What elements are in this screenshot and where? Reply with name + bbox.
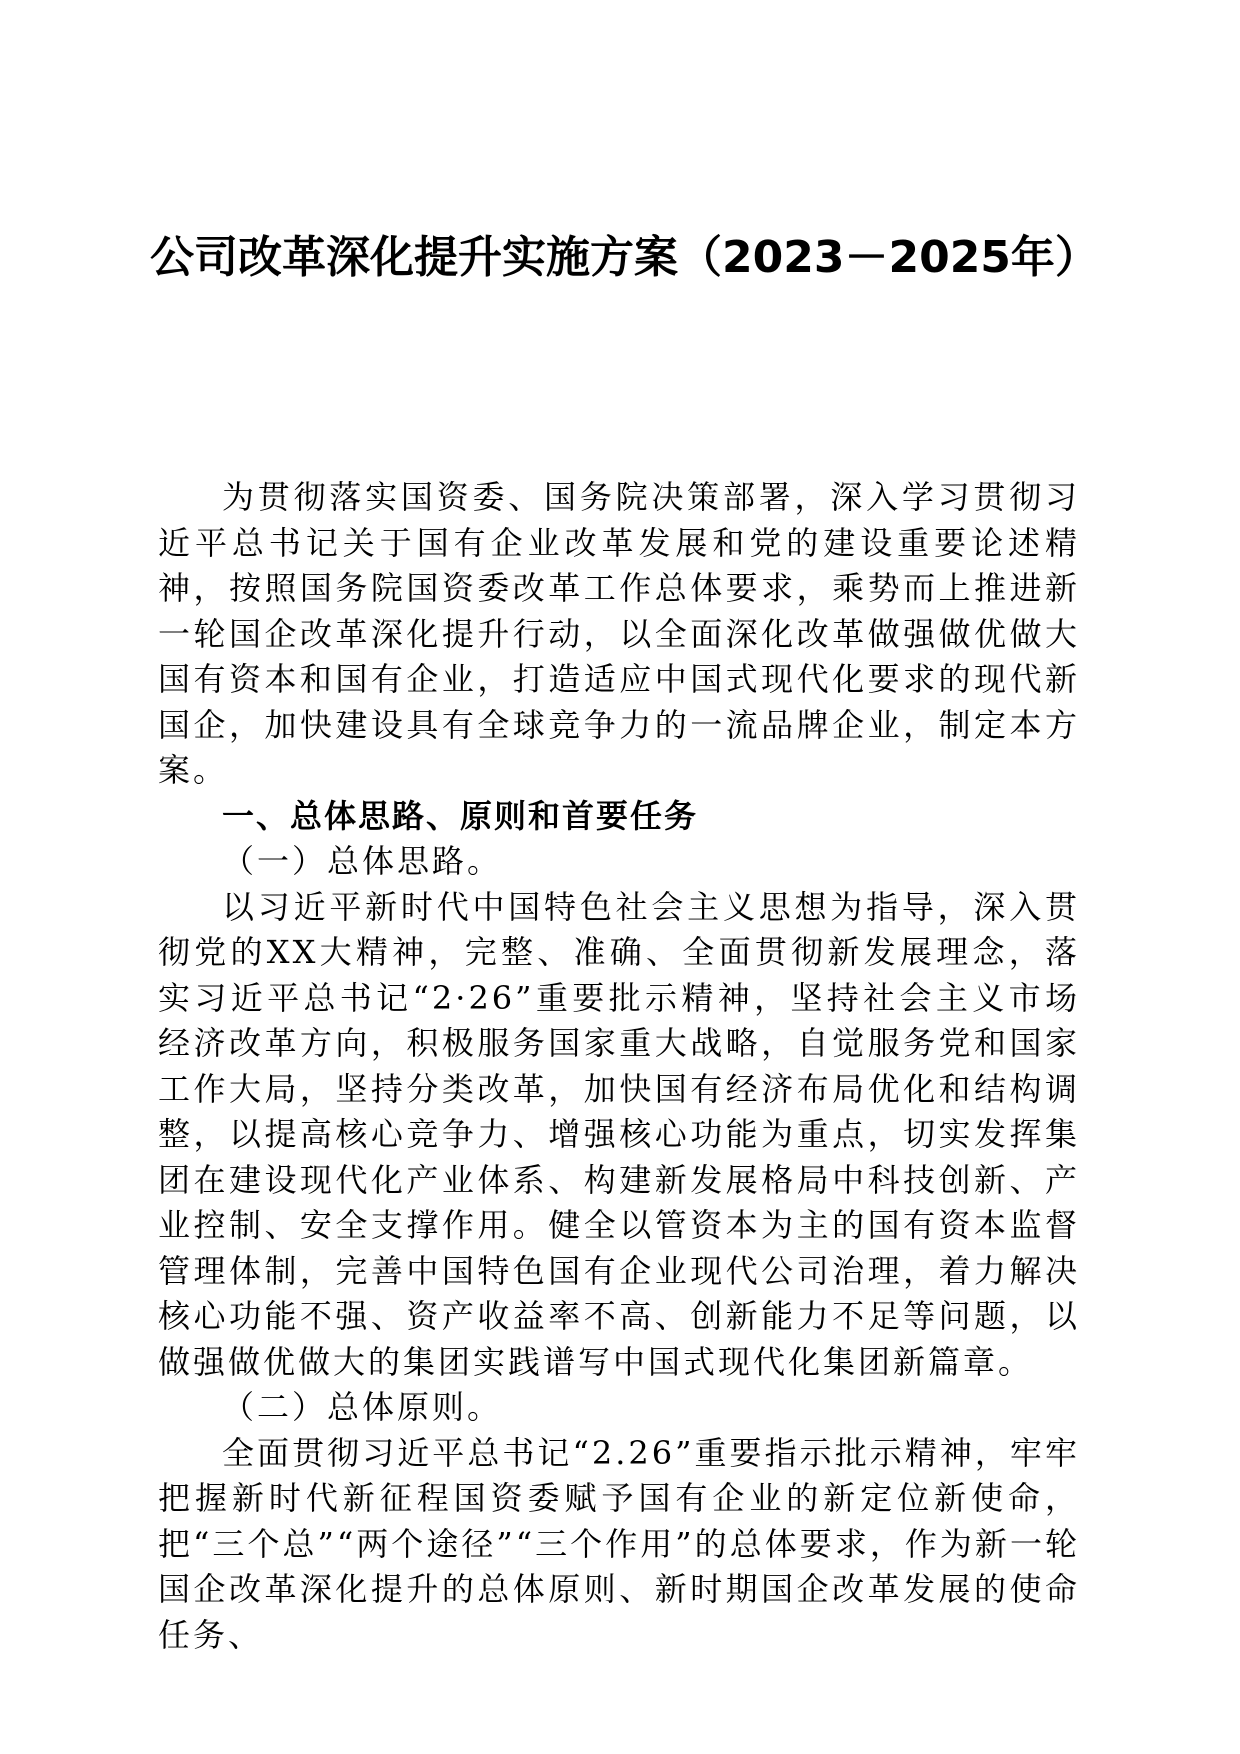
document-body — [158, 475, 1080, 1658]
intro-paragraph: 为贯彻落实国资委、国务院决策部署，深入学习贯彻习近平总书记关于国有企业改革发展和党的建设重要论述精神，按照国务院国资委改革工作总体要求，乘势而上推进新一轮国企改革深化提升行动，以全面深化改革做强做优做大国有资本和国有企业，打造适应中国式现代化要求的现代新国企，加快建设具有全球竞争力的一流品牌企业，制定本方案。 — [158, 478, 1080, 789]
document-title: 公司改革深化提升实施方案（2023－2025年） — [150, 232, 1099, 283]
subsection-heading-2: （二）总体原则。 — [222, 1388, 503, 1426]
subsection-paragraph-2: 全面贯彻习近平总书记“2.26”重要指示批示精神，牢牢把握新时代新征程国资委赋予国有企业的新定位新使命，把“三个总”“两个途径”“三个作用”的总体要求，作为新一轮国企改革深化提升的总体原则、新时期国企改革发展的使命任务、 — [158, 1433, 1080, 1654]
section-heading-1: 一、总体思路、原则和首要任务 — [222, 796, 699, 835]
subsection-paragraph-1: 以习近平新时代中国特色社会主义思想为指导，深入贯彻党的XX大精神，完整、准确、全面贯彻新发展理念，落实习近平总书记“2·26”重要批示精神，坚持社会主义市场经济改革方向，积极服务国家重大战略，自觉服务党和国家工作大局，坚持分类改革，加快国有经济布局优化和结构调整，以提高核心竞争力、增强核心功能为重点，切实发挥集团在建设现代化产业体系、构建新发展格局中科技创新、产业控制、安全支撑作用。健全以管资本为主的国有资本监督管理体制，完善中国特色国有企业现代公司治理，着力解决核心功能不强、资产收益率不高、创新能力不足等问题，以做强做优做大的集团实践谱写中国式现代化集团新篇章。 — [158, 887, 1080, 1381]
subsection-heading-1: （一）总体思路。 — [222, 842, 503, 880]
